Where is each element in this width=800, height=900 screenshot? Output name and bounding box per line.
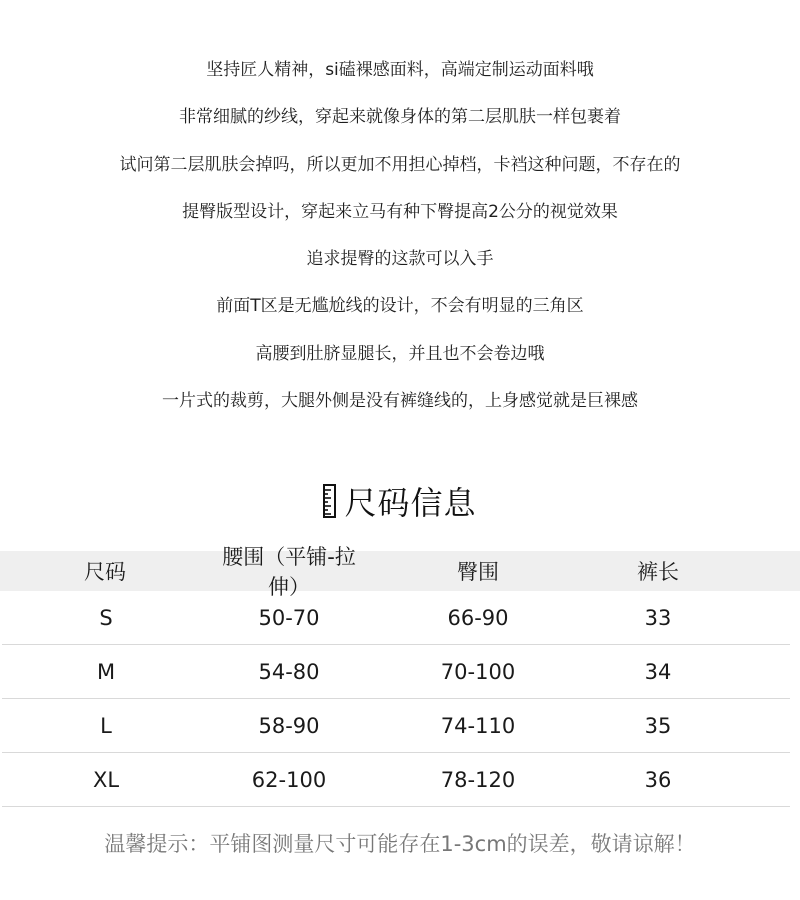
cell-waist: 58-90 (258, 713, 320, 738)
size-info-heading (0, 478, 800, 524)
header-waist: 腰围（平铺-拉伸） (222, 545, 356, 599)
cell-size: L (100, 713, 112, 738)
cell-waist: 62-100 (251, 767, 327, 792)
description-line: 一片式的裁剪，大腿外侧是没有裤缝线的，上身感觉就是巨裸感 (162, 391, 638, 412)
table-header-row (0, 545, 800, 599)
description-line: 追求提臀的这款可以入手 (306, 249, 494, 270)
table-row (2, 591, 790, 645)
description-line: 非常细腻的纱线，穿起来就像身体的第二层肌肤一样包裹着 (179, 107, 621, 128)
cell-length: 33 (644, 605, 672, 630)
description-line: 提臀版型设计，穿起来立马有种下臀提高2公分的视觉效果 (182, 201, 618, 222)
header-size: 尺码 (84, 560, 126, 584)
cell-length: 34 (644, 659, 672, 684)
cell-hip: 70-100 (440, 659, 516, 684)
cell-hip: 78-120 (440, 767, 516, 792)
table-row (2, 645, 790, 699)
cell-length: 35 (644, 713, 672, 738)
description-line: 前面T区是无尴尬线的设计，不会有明显的三角区 (216, 296, 584, 317)
section-title: 尺码信息 (344, 484, 477, 522)
header-length: 裤长 (637, 560, 679, 584)
description-line: 高腰到肚脐显腿长，并且也不会卷边哦 (255, 343, 545, 364)
cell-waist: 54-80 (258, 659, 320, 684)
cell-size: M (96, 659, 116, 684)
product-description (0, 57, 800, 435)
measurement-disclaimer: 温馨提示：平铺图测量尺寸可能存在1-3cm的误差，敬请谅解！ (104, 832, 696, 856)
description-line: 坚持匠人精神，si磕裸感面料，高端定制运动面料哦 (206, 60, 594, 80)
size-table (0, 545, 800, 807)
ruler-icon (323, 484, 336, 518)
cell-hip: 66-90 (447, 605, 509, 630)
cell-size: XL (92, 767, 120, 792)
table-row (2, 753, 790, 807)
cell-hip: 74-110 (440, 713, 516, 738)
cell-size: S (99, 605, 113, 630)
cell-waist: 50-70 (258, 605, 320, 630)
header-hip: 臀围 (457, 560, 499, 584)
table-row (2, 699, 790, 753)
description-line: 试问第二层肌肤会掉吗，所以更加不用担心掉档，卡裆这种问题，不存在的 (119, 154, 681, 175)
cell-length: 36 (644, 767, 672, 792)
